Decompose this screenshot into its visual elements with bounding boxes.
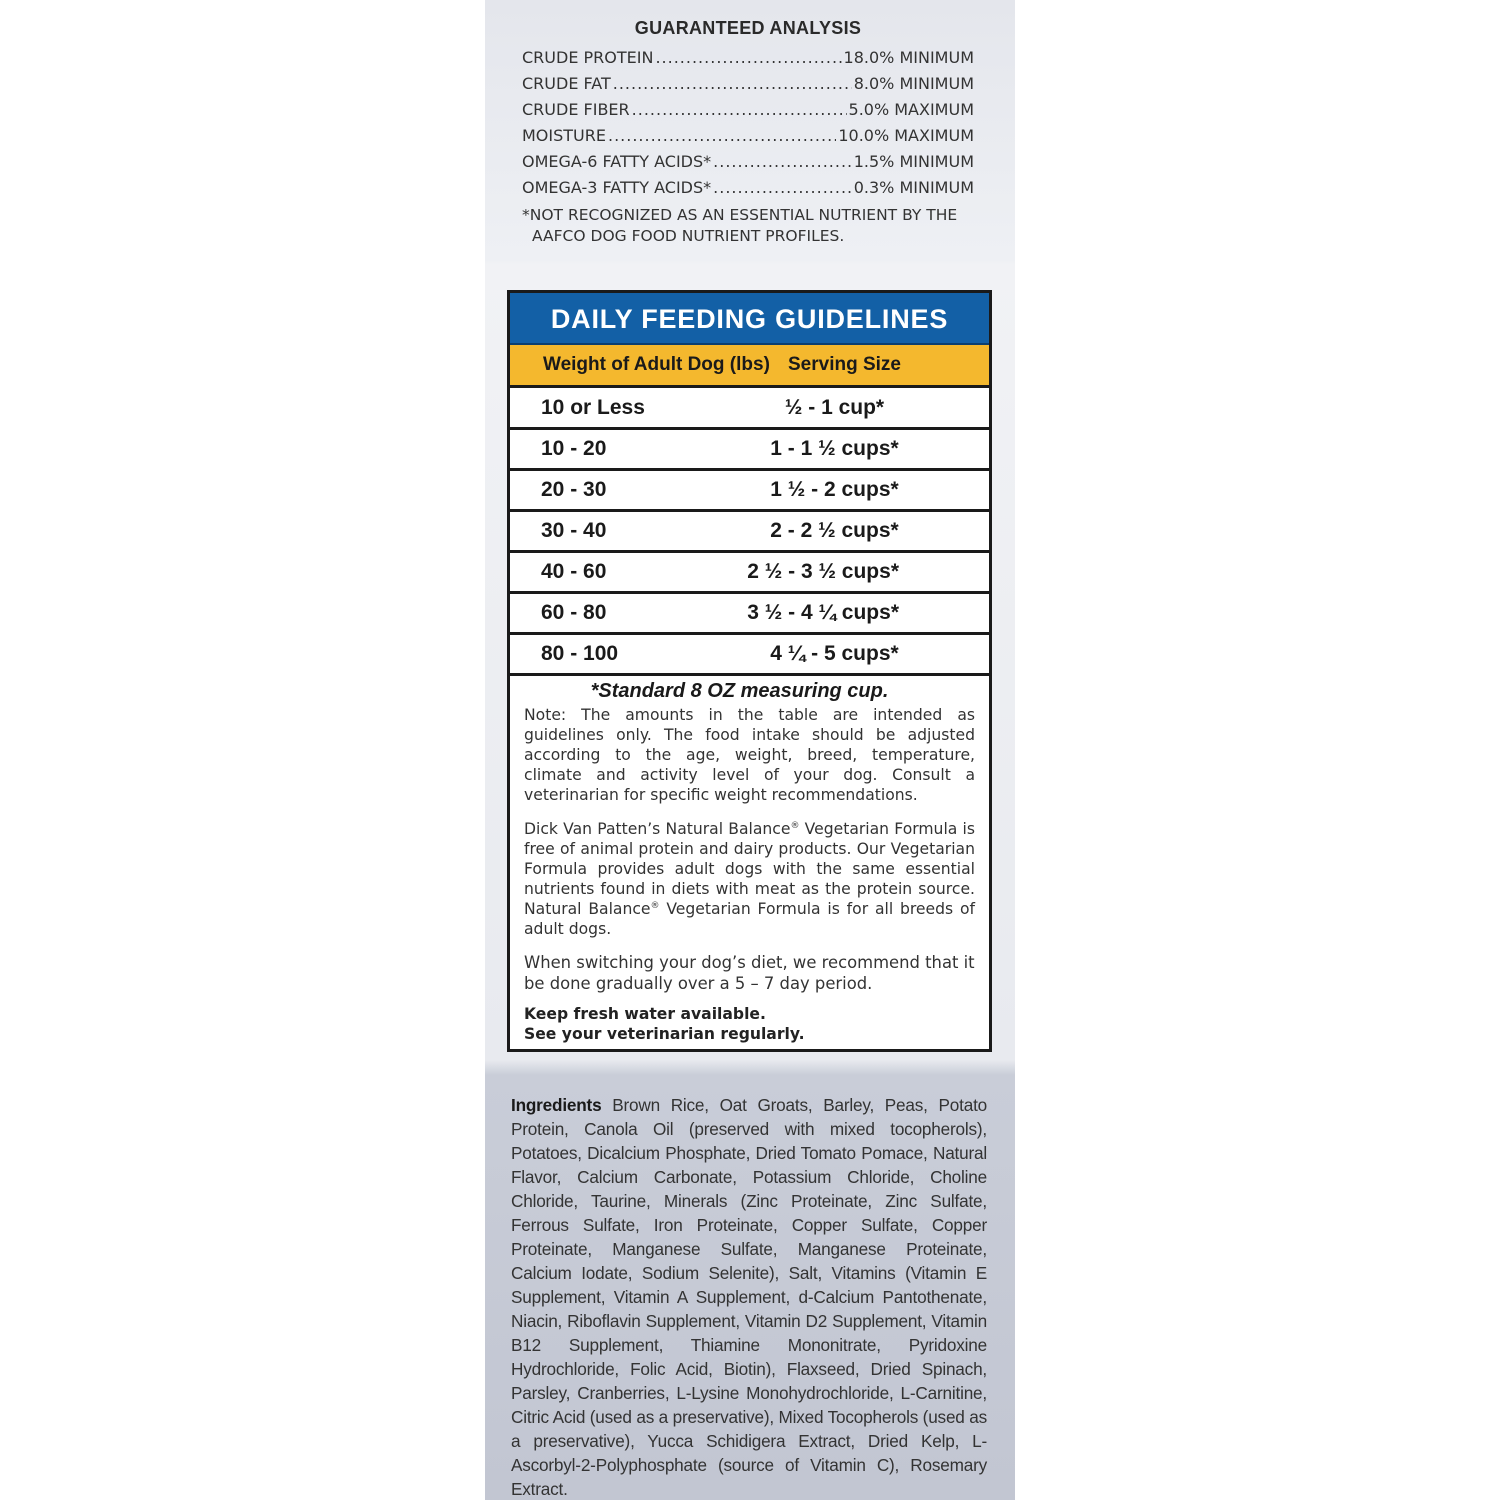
ingredients-label: Ingredients [511, 1095, 602, 1115]
table-row [510, 512, 989, 553]
analysis-value: 1.5% MINIMUM [853, 152, 974, 171]
serving-cell: 2 - 2 ½ cups* [770, 519, 899, 542]
analysis-label: CRUDE PROTEIN [522, 48, 654, 67]
description-text: Vegetarian Formula is for all breeds of adult dogs. [524, 900, 975, 938]
analysis-value: 0.3% MINIMUM [853, 178, 974, 197]
feeding-guidelines-title: DAILY FEEDING GUIDELINES [510, 293, 989, 345]
registered-mark: ® [790, 820, 800, 831]
table-row [510, 553, 989, 594]
analysis-value: 5.0% MAXIMUM [848, 100, 974, 119]
feeding-guidelines-box [507, 290, 992, 1052]
ingredients-text: Brown Rice, Oat Groats, Barley, Peas, Potato Protein, Canola Oil (preserved with mixed tocopherols), Potatoes, Dicalcium Phosphate, Dried Tomato Pomace, Natural Flavor, Calcium Carbonate, Potassium Chloride, Choline Chloride, Taurine, Minerals (Zinc Proteinate, Zinc Sulfate, Ferrous Sulfate, Iron Proteinate, Copper Sulfate, Copper Proteinate, Manganese Sulfate, Manganese Proteinate, Calcium Iodate, Sodium Selenite), Salt, Vitamins (Vitamin E Supplement, Vitamin A Supplement, d-Calcium Pantothenate, Niacin, Riboflavin Supplement, Vitamin D2 Supplement, Vitamin B12 Supplement, Thiamine Mononitrate, Pyridoxine Hydrochloride, Folic Acid, Biotin), Flaxseed, Dried Spinach, Parsley, Cranberries, L-Lysine Monohydrochloride, L-Carnitine, Citric Acid (used as a preservative), Mixed Tocopherols (used as a preservative), Yucca Schidigera Extract, Dried Kelp, L-Ascorbyl-2-Polyphosphate (source of Vitamin C), Rosemary Extract. [511, 1095, 987, 1499]
column-header-serving: Serving Size [788, 354, 901, 375]
diet-switching-note: When switching your dog’s diet, we recommend that it be done gradually over a 5 – 7 day period. [524, 953, 975, 993]
analysis-row-crude-protein [522, 45, 974, 71]
analysis-label: OMEGA-6 FATTY ACIDS* [522, 152, 712, 171]
feeding-table-header [510, 345, 989, 388]
vet-reminder: See your veterinarian regularly. [524, 1025, 805, 1043]
analysis-row-omega-3 [522, 175, 974, 201]
dot-leader [608, 123, 836, 149]
weight-cell: 30 - 40 [541, 519, 607, 542]
ingredients-list [511, 1093, 987, 1501]
description-text: Vegetarian Formula is free of animal protein and dairy products. Our Vegetarian Formula provides adult dogs with the same essential nutrients found in diets with meat as the protein source. Natural Balance [524, 820, 975, 918]
analysis-row-crude-fat [522, 71, 974, 97]
weight-cell: 10 - 20 [541, 437, 607, 460]
dot-leader [713, 175, 852, 201]
analysis-value: 8.0% MINIMUM [853, 74, 974, 93]
serving-cell: 3 ½ - 4 ¼ cups* [747, 601, 899, 624]
dot-leader [632, 97, 847, 123]
table-row [510, 430, 989, 471]
serving-cell: 1 ½ - 2 cups* [770, 478, 899, 501]
serving-cell: ½ - 1 cup* [784, 395, 885, 419]
column-header-weight: Weight of Adult Dog (lbs) [543, 354, 770, 375]
analysis-value: 10.0% MAXIMUM [838, 126, 974, 145]
weight-cell: 60 - 80 [541, 601, 607, 624]
feeding-note: Note: The amounts in the table are intended as guidelines only. The food intake should be adjusted according to the age, weight, breed, temperature, climate and activity level of your dog. Consult a veterinarian for specific weight recommendations. [524, 706, 975, 804]
analysis-label: CRUDE FAT [522, 74, 611, 93]
serving-cell: 1 - 1 ½ cups* [770, 437, 899, 460]
formula-description [510, 819, 989, 939]
serving-cell: 2 ½ - 3 ½ cups* [747, 560, 899, 583]
analysis-row-crude-fiber [522, 97, 974, 123]
analysis-label: CRUDE FIBER [522, 100, 630, 119]
analysis-row-moisture [522, 123, 974, 149]
analysis-value: 18.0% MINIMUM [843, 48, 974, 67]
care-reminders [510, 1004, 989, 1044]
weight-cell: 80 - 100 [541, 642, 619, 665]
weight-cell: 40 - 60 [541, 560, 607, 583]
guaranteed-analysis-title: GUARANTEED ANALYSIS [634, 18, 862, 38]
weight-cell: 10 or Less [541, 395, 645, 419]
table-row [510, 635, 989, 676]
description-text: Dick Van Patten’s Natural Balance [524, 820, 791, 838]
serving-cell: 4 ¼ - 5 cups* [770, 642, 899, 665]
dot-leader [655, 45, 841, 71]
table-row [510, 594, 989, 635]
analysis-row-omega-6 [522, 149, 974, 175]
guaranteed-analysis [522, 18, 974, 247]
aafco-footnote: *NOT RECOGNIZED AS AN ESSENTIAL NUTRIENT BY THE AAFCO DOG FOOD NUTRIENT PROFILES. [522, 206, 958, 245]
dot-leader [613, 71, 852, 97]
dot-leader [713, 149, 852, 175]
table-row [510, 388, 989, 430]
table-row [510, 471, 989, 512]
registered-mark: ® [650, 900, 660, 911]
analysis-label: OMEGA-3 FATTY ACIDS* [522, 178, 712, 197]
weight-cell: 20 - 30 [541, 478, 607, 501]
water-reminder: Keep fresh water available. [524, 1005, 766, 1023]
standard-cup-note: *Standard 8 OZ measuring cup. [590, 680, 889, 702]
analysis-label: MOISTURE [522, 126, 606, 145]
